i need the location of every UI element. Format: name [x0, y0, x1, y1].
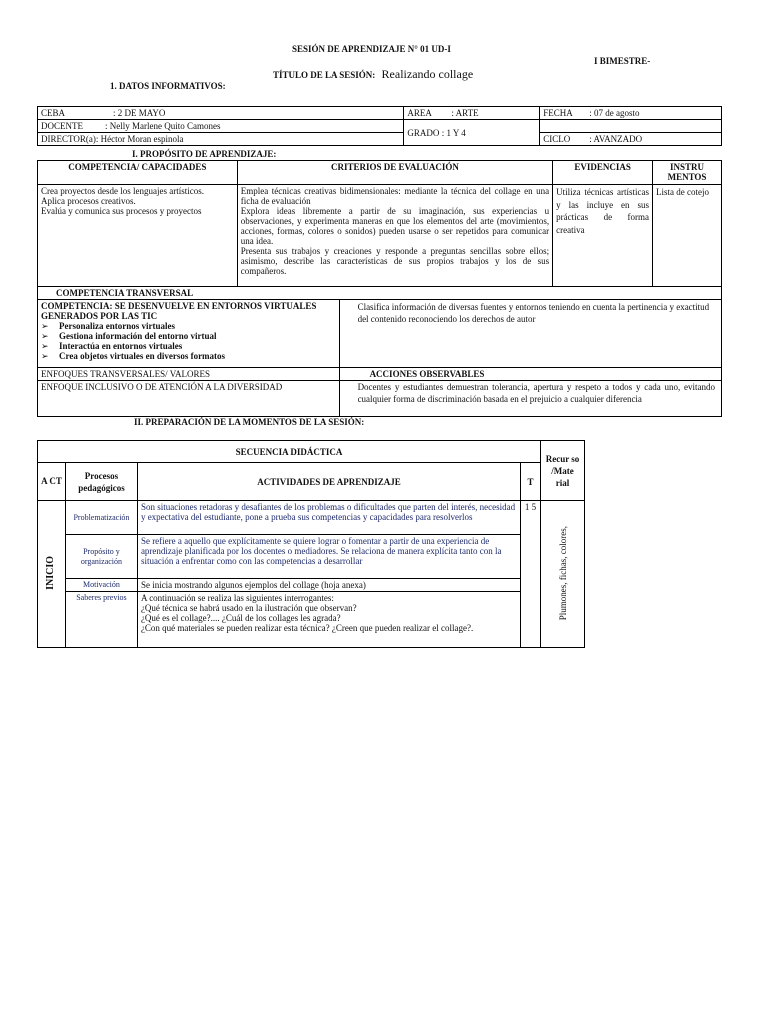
header-competencia: COMPETENCIA/ CAPACIDADES: [38, 161, 238, 185]
transversal-competencia: COMPETENCIA: SE DESENVUELVE EN ENTORNOS VIRTUALES GENERADOS POR LAS TIC: [41, 301, 317, 321]
docente-cell: [38, 120, 404, 133]
transversal-capacidades-list: [41, 321, 336, 361]
header-procesos: Procesos pedagógicos: [65, 463, 137, 501]
enfoques-header: ENFOQUES TRANSVERSALES/ VALORES: [38, 368, 340, 381]
header-act: A CT: [38, 463, 66, 501]
ciclo-cell: [540, 133, 722, 146]
enfoque-cell: ENFOQUE INCLUSIVO O DE ATENCIÓN A LA DIVERSIDAD: [38, 381, 340, 417]
proceso-cell: Saberes previos: [65, 592, 137, 648]
criterio-paragraph: Emplea técnicas creativas bidimensionales: mediante la técnica del collage en una ficha de evaluación: [240, 186, 550, 206]
actividad-cell: Son situaciones retadoras y desafiantes de los problemas o dificultades que parten del interés, necesidad y expectativa del estudiante, pone a prueba sus competencias y capacidades para resolverlos: [137, 501, 520, 535]
ceba-label: CEBA: [41, 108, 66, 118]
recursos-cell: [541, 501, 585, 648]
actividad-intro: A continuación se realiza las siguientes interrogantes:: [140, 593, 334, 603]
competencia-line: Aplica procesos creativos.: [41, 196, 136, 206]
capacidad-item: ➢ Gestiona información del entorno virtual: [41, 331, 336, 341]
pregunta-item: ¿Qué técnica se habrá usado en la ilustración que observan?: [140, 603, 357, 613]
session-title-value: Realizando collage: [381, 67, 474, 81]
area-cell: [404, 107, 540, 120]
capacidad-item: ➢ Interactúa en entornos virtuales: [41, 341, 336, 351]
bimestre-label: I BIMESTRE-: [594, 56, 651, 66]
ciclo-label: CICLO: [543, 134, 571, 144]
section-proposito: I. PROPÓSITO DE APRENDIZAJE:: [132, 149, 277, 159]
competencia-cell: [38, 185, 238, 287]
capacidad-item: ➢ Personaliza entornos virtuales: [41, 321, 336, 331]
criterio-paragraph: Explora ideas libremente a partir de su imaginación, sus experiencias u observaciones, y experimenta maneras en que los elementos del arte (movimientos, acciones, formas, colores o sonidos) pueden usarse o ser repetidos para comunicar una idea.: [240, 206, 550, 246]
tiempo-cell: 1 5: [521, 501, 541, 648]
director-cell: [38, 133, 404, 146]
section-datos-informativos: 1. DATOS INFORMATIVOS:: [110, 81, 226, 91]
header-actividades: ACTIVIDADES DE APRENDIZAJE: [137, 463, 520, 501]
instrumentos-cell: Lista de cotejo: [653, 185, 722, 287]
grado-value: : 1 Y 4: [441, 127, 466, 138]
header-secuencia: SECUENCIA DIDÁCTICA: [38, 441, 541, 463]
fecha-label: FECHA: [543, 108, 573, 118]
recursos-label: Plumones, fichas, colores,: [557, 525, 568, 621]
session-number-title: SESIÓN DE APRENDIZAJE N° 01 UD-I: [292, 44, 451, 54]
session-title-row: [273, 67, 473, 82]
actividad-cell: Se refiere a aquello que explícitamente se quiere lograr o fomentar a partir de una experiencia de aprendizaje planificada por los docentes o mediadores. Se relaciona de manera explícita tanto con la situación a enfrentar como con las competencias a desarrollar: [137, 535, 520, 579]
acciones-header: ACCIONES OBSERVABLES: [339, 368, 721, 381]
proceso-cell: Motivación: [65, 579, 137, 592]
ceba-value: : 2 DE MAYO: [113, 108, 166, 118]
ciclo-value: : AVANZADO: [589, 134, 643, 144]
transversal-heading: COMPETENCIA TRANSVERSAL: [38, 287, 722, 300]
datos-informativos-table: [37, 106, 722, 146]
docente-value: : Nelly Marlene Quito Camones: [105, 121, 221, 131]
secuencia-table: [37, 440, 585, 648]
header-t: T: [521, 463, 541, 501]
fecha-value: : 07 de agosto: [589, 108, 640, 118]
director-value: DIRECTOR(a): Héctor Moran espinola: [41, 134, 184, 144]
momento-label: INICIO: [45, 556, 57, 590]
capacidad-item: ➢ Crea objetos virtuales en diversos formatos: [41, 351, 336, 361]
actividad-cell: [137, 592, 520, 648]
momento-cell: [38, 501, 66, 648]
session-title-label: TÍTULO DE LA SESIÓN:: [273, 70, 376, 80]
evidencias-cell: Utiliza técnicas artísticas y las incluye en sus prácticas de forma creativa: [553, 185, 653, 287]
header-recursos: Recur so /Mate rial: [541, 441, 585, 501]
pregunta-item: ¿Con qué materiales se pueden realizar esta técnica? ¿Creen que pueden realizar el collage?.: [140, 623, 474, 633]
header-criterios: CRITERIOS DE EVALUACIÓN: [237, 161, 552, 185]
criterios-cell: [237, 185, 552, 287]
actividad-cell: Se inicia mostrando algunos ejemplos del collage (hoja anexa): [137, 579, 520, 592]
header-evidencias: EVIDENCIAS: [553, 161, 653, 185]
grado-cell: [404, 120, 540, 146]
area-label: AREA: [407, 108, 432, 118]
area-value: : ARTE: [451, 108, 479, 118]
proceso-cell: Propósito y organización: [65, 535, 137, 579]
proceso-cell: Problematización: [65, 501, 137, 535]
docente-label: DOCENTE: [41, 121, 83, 131]
ceba-cell: [38, 107, 404, 120]
transversal-competencia-cell: [38, 300, 340, 368]
competencia-line: Evalúa y comunica sus procesos y proyectos: [41, 206, 202, 216]
fecha-empty-cell: [540, 120, 722, 133]
header-instrumentos: INSTRU MENTOS: [653, 161, 722, 185]
transversal-descripcion: Clasifica información de diversas fuentes y entornos teniendo en cuenta la pertinencia y exactitud del contenido reconociendo los derechos de autor: [339, 300, 721, 368]
pregunta-item: ¿Qué es el collage?.... ¿Cuál de los collages les agrada?: [140, 613, 341, 623]
grado-label: GRADO: [407, 127, 440, 138]
proposito-table: [37, 160, 722, 287]
accion-cell: Docentes y estudiantes demuestran tolerancia, apertura y respeto a todos y cada uno, evitando cualquier forma de discriminación basada en el prejuicio a cualquier diferencia: [339, 381, 721, 417]
criterio-paragraph: Presenta sus trabajos y creaciones y responde a preguntas sencillas sobre ellos; asimismo, describe las características de sus propios trabajos y los de sus compañeros.: [240, 246, 550, 276]
section-preparacion: II. PREPARACIÓN DE LA MOMENTOS DE LA SESIÓN:: [134, 417, 365, 427]
transversal-table: [37, 286, 722, 417]
competencia-line: Crea proyectos desde los lenguajes artísticos.: [41, 186, 204, 196]
fecha-cell: [540, 107, 722, 120]
